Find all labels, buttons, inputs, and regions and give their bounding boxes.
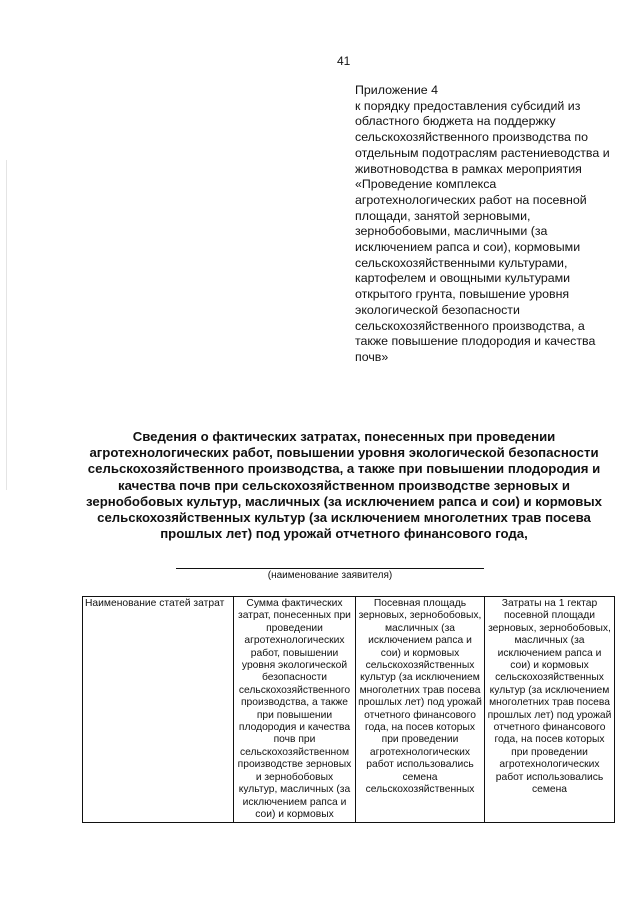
appendix-block	[355, 83, 610, 366]
table-header-row	[83, 597, 615, 823]
header-cost-item-name: Наименование статей затрат	[83, 597, 234, 823]
appendix-title: Приложение 4	[355, 83, 439, 97]
scan-edge-mark	[6, 160, 7, 490]
header-actual-costs-sum: Сумма фактических затрат, понесенных при проведении агротехнологических работ, повышении уровня экологической безопасности сельскохозяйственного производства, а также при повышении плодородия и качества почв при сельскохозяйственном производстве зерновых и зернобобовых культур, масличных (за исключением рапса и сои) и кормовых	[234, 597, 356, 823]
document-heading: Сведения о фактических затратах, понесенных при проведении агротехнологических работ, повышении уровня экологической безопасности сельскохозяйственного производства, а также при повышении плодородия и качества почв при сельскохозяйственном производстве зерновых и зернобобовых культур, масличных (за исключением рапса и сои) и кормовых сельскохозяйственных культур (за исключением многолетних трав посева прошлых лет) под урожай отчетного финансового года,	[86, 429, 602, 542]
costs-table	[82, 596, 615, 823]
applicant-caption: (наименование заявителя)	[267, 570, 393, 581]
header-cost-per-hectare: Затраты на 1 гектар посевной площади зерновых, зернобобовых, масличных (за исключением рапса и сои) и кормовых сельскохозяйственных культур (за исключением многолетних трав посева прошлых лет) под урожай отчетного финансового года, на посев которых при проведении агротехнологических работ использовались семена	[485, 597, 615, 823]
appendix-body: к порядку предоставления субсидий из областного бюджета на поддержку сельскохозяйственного производства по отдельным подотраслям растениеводства и животноводства в рамках мероприятия «Проведение комплекса агротехнологических работ на посевной площади, занятой зерновыми, зернобобовыми, масличными (за исключением рапса и сои), кормовыми сельскохозяйственными культурами, картофелем и овощными культурами открытого грунта, повышение уровня экологической безопасности сельскохозяйственного производства, а также повышение плодородия и качества почв»	[355, 98, 610, 364]
header-sown-area: Посевная площадь зерновых, зернобобовых, масличных (за исключением рапса и сои) и кормовых сельскохозяйственных культур (за исключением многолетних трав посева прошлых лет) под урожай отчетного финансового года, на посев которых при проведении агротехнологических работ использовались семена сельскохозяйственных	[356, 597, 485, 823]
applicant-name-line	[176, 568, 484, 569]
page-number: 41	[337, 54, 351, 68]
